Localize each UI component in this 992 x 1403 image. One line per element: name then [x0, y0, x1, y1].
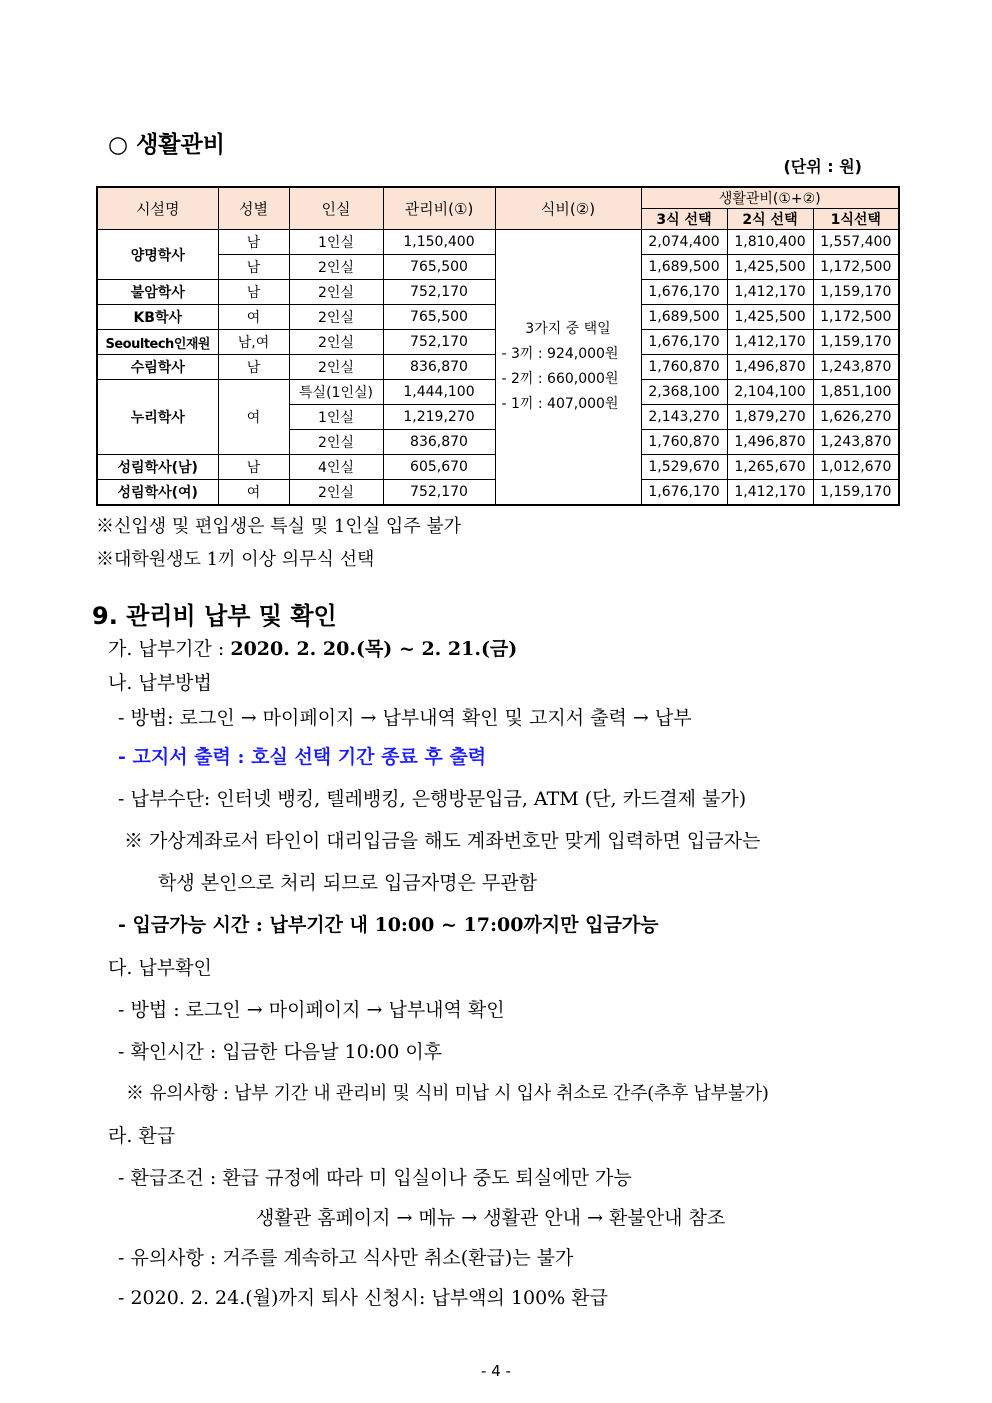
page-number: - 4 -	[481, 1362, 511, 1380]
payment-confirm-heading: 다. 납부확인	[108, 957, 212, 979]
m3-cell: 1,689,500	[641, 305, 727, 330]
m2-cell: 1,412,170	[727, 480, 813, 506]
m2-cell: 1,810,400	[727, 230, 813, 255]
fee-table	[96, 186, 900, 506]
m2-cell: 1,425,500	[727, 255, 813, 280]
unit-label: (단위 : 원)	[783, 157, 862, 176]
room-cell: 2인실	[289, 355, 383, 380]
mgmt-cell: 752,170	[383, 280, 495, 305]
gender-cell: 남	[218, 230, 289, 255]
mgmt-cell: 1,219,270	[383, 405, 495, 430]
refund-caution-line: - 유의사항 : 거주를 계속하고 식사만 취소(환급)는 불가	[118, 1247, 574, 1269]
table-row	[97, 230, 899, 255]
payment-method-line: - 방법: 로그인 → 마이페이지 → 납부내역 확인 및 고지서 출력 → 납부	[118, 707, 692, 729]
m2-cell: 1,412,170	[727, 280, 813, 305]
meal-line: - 1끼 : 407,000원	[501, 396, 619, 412]
m3-cell: 1,760,870	[641, 430, 727, 455]
section9-title: 9. 관리비 납부 및 확인	[92, 602, 337, 630]
facility-name: 누리학사	[97, 380, 218, 455]
mgmt-cell: 836,870	[383, 430, 495, 455]
refund-guide-line: 생활관 홈페이지 → 메뉴 → 생활관 안내 → 환불안내 참조	[256, 1207, 726, 1229]
header-meal: 식비(②)	[495, 187, 641, 230]
gender-cell: 남	[218, 280, 289, 305]
m3-cell: 1,760,870	[641, 355, 727, 380]
mgmt-cell: 1,444,100	[383, 380, 495, 405]
mgmt-cell: 752,170	[383, 330, 495, 355]
mgmt-cell: 1,150,400	[383, 230, 495, 255]
facility-name: 불암학사	[97, 280, 218, 305]
meal-line: - 2끼 : 660,000원	[501, 371, 619, 387]
virtual-account-note-cont: 학생 본인으로 처리 되므로 입금자명은 무관함	[158, 872, 537, 894]
room-cell: 2인실	[289, 330, 383, 355]
m1-cell: 1,626,270	[813, 405, 899, 430]
room-cell: 2인실	[289, 280, 383, 305]
header-mgmt: 관리비(①)	[383, 187, 495, 230]
payment-period-label: 가. 납부기간 :	[108, 638, 231, 660]
confirm-time-line: - 확인시간 : 입금한 다음날 10:00 이후	[118, 1041, 443, 1063]
gender-cell: 남	[218, 455, 289, 480]
m2-cell: 1,425,500	[727, 305, 813, 330]
m2-cell: 1,879,270	[727, 405, 813, 430]
gender-cell: 여	[218, 380, 289, 455]
m1-cell: 1,159,170	[813, 480, 899, 506]
room-cell: 2인실	[289, 480, 383, 506]
refund-condition-line: - 환급조건 : 환급 규정에 따라 미 입실이나 중도 퇴실에만 가능	[118, 1167, 632, 1189]
caution-line: ※ 유의사항 : 납부 기간 내 관리비 및 식비 미납 시 입사 취소로 간주(추후 납부불가)	[126, 1083, 769, 1104]
meal-options-cell	[495, 230, 641, 506]
room-cell: 특실(1인실)	[289, 380, 383, 405]
room-cell: 2인실	[289, 305, 383, 330]
header-m2: 2식 선택	[727, 209, 813, 230]
header-facility: 시설명	[97, 187, 218, 230]
facility-name: Seoultech인재원	[97, 330, 218, 355]
m1-cell: 1,172,500	[813, 255, 899, 280]
header-m3: 3식 선택	[641, 209, 727, 230]
confirm-method-line: - 방법 : 로그인 → 마이페이지 → 납부내역 확인	[118, 999, 505, 1021]
m1-cell: 1,159,170	[813, 330, 899, 355]
facility-name: KB학사	[97, 305, 218, 330]
meal-line: 3가지 중 택일	[525, 321, 611, 337]
m1-cell: 1,159,170	[813, 280, 899, 305]
header-room: 인실	[289, 187, 383, 230]
room-cell: 2인실	[289, 430, 383, 455]
m1-cell: 1,557,400	[813, 230, 899, 255]
facility-name: 성림학사(남)	[97, 455, 218, 480]
header-living: 생활관비(①+②)	[641, 187, 899, 209]
m2-cell: 1,265,670	[727, 455, 813, 480]
m3-cell: 1,689,500	[641, 255, 727, 280]
room-cell: 2인실	[289, 255, 383, 280]
room-cell: 1인실	[289, 230, 383, 255]
meal-line: - 3끼 : 924,000원	[501, 346, 619, 362]
m1-cell: 1,172,500	[813, 305, 899, 330]
deposit-time-line: - 입금가능 시간 : 납부기간 내 10:00 ~ 17:00까지만 입금가능	[118, 914, 659, 936]
m1-cell: 1,012,670	[813, 455, 899, 480]
room-cell: 1인실	[289, 405, 383, 430]
m1-cell: 1,851,100	[813, 380, 899, 405]
m1-cell: 1,243,870	[813, 355, 899, 380]
payment-means-line: - 납부수단: 인터넷 뱅킹, 텔레뱅킹, 은행방문입금, ATM (단, 카드결제 불가)	[118, 788, 747, 810]
m3-cell: 2,368,100	[641, 380, 727, 405]
virtual-account-note: ※ 가상계좌로서 타인이 대리입금을 해도 계좌번호만 맞게 입력하면 입금자는	[124, 830, 761, 852]
payment-method-heading: 나. 납부방법	[108, 672, 212, 694]
gender-cell: 여	[218, 305, 289, 330]
mgmt-cell: 765,500	[383, 305, 495, 330]
m2-cell: 1,412,170	[727, 330, 813, 355]
m3-cell: 1,676,170	[641, 480, 727, 506]
payment-period-value: 2020. 2. 20.(목) ~ 2. 21.(금)	[230, 638, 518, 660]
header-m1: 1식선택	[813, 209, 899, 230]
mgmt-cell: 836,870	[383, 355, 495, 380]
m3-cell: 1,676,170	[641, 280, 727, 305]
m3-cell: 1,529,670	[641, 455, 727, 480]
header-gender: 성별	[218, 187, 289, 230]
note-line: ※신입생 및 편입생은 특실 및 1인실 입주 불가	[96, 516, 462, 537]
mgmt-cell: 605,670	[383, 455, 495, 480]
gender-cell: 여	[218, 480, 289, 506]
m3-cell: 2,143,270	[641, 405, 727, 430]
note-line: ※대학원생도 1끼 이상 의무식 선택	[96, 549, 375, 570]
facility-name: 수림학사	[97, 355, 218, 380]
m3-cell: 1,676,170	[641, 330, 727, 355]
invoice-print-line: - 고지서 출력 : 호실 선택 기간 종료 후 출력	[118, 746, 487, 768]
m1-cell: 1,243,870	[813, 430, 899, 455]
facility-name: 성림학사(여)	[97, 480, 218, 506]
facility-name: 양명학사	[97, 230, 218, 280]
m2-cell: 2,104,100	[727, 380, 813, 405]
m2-cell: 1,496,870	[727, 430, 813, 455]
mgmt-cell: 752,170	[383, 480, 495, 506]
m3-cell: 2,074,400	[641, 230, 727, 255]
refund-full-line: - 2020. 2. 24.(월)까지 퇴사 신청시: 납부액의 100% 환급	[118, 1287, 608, 1309]
section-title: ○ 생활관비	[108, 132, 225, 158]
gender-cell: 남,여	[218, 330, 289, 355]
mgmt-cell: 765,500	[383, 255, 495, 280]
refund-heading: 라. 환급	[108, 1125, 176, 1147]
gender-cell: 남	[218, 255, 289, 280]
gender-cell: 남	[218, 355, 289, 380]
m2-cell: 1,496,870	[727, 355, 813, 380]
room-cell: 4인실	[289, 455, 383, 480]
payment-period	[108, 634, 517, 661]
